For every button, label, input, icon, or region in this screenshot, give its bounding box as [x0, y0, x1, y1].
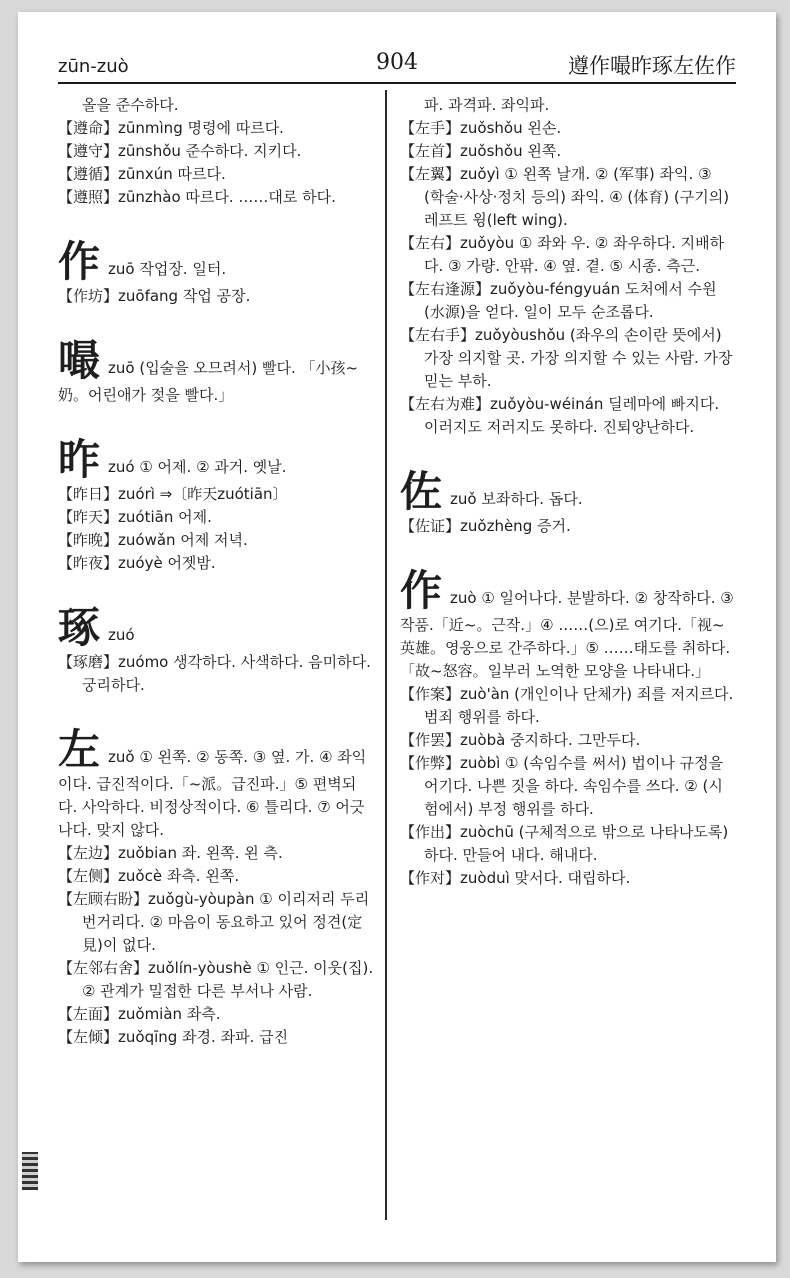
character-head-zuo1 — [58, 239, 374, 285]
head-character: 作 — [58, 237, 101, 286]
entry-definition: zuótiān 어제. — [118, 508, 212, 526]
entry-definition: zuǒcè 좌측. 왼쪽. — [118, 867, 240, 885]
head-character: 琢 — [58, 603, 101, 652]
entry-definition: zuòbà 중지하다. 그만두다. — [460, 731, 641, 749]
entry-headword: 【遵命】 — [58, 119, 119, 137]
entry-headword: 【作罢】 — [400, 731, 461, 749]
dictionary-entry — [58, 552, 374, 575]
entry-headword: 【左边】 — [58, 844, 119, 862]
head-character: 作 — [400, 566, 443, 615]
entry-headword: 【左手】 — [400, 119, 461, 137]
entry-definition: zuówǎn 어제 저녁. — [118, 531, 248, 549]
entry-definition: zuǒlín-yòushè ① 인근. 이웃(집). ② 관계가 밀접한 다른 부서나 사람. — [82, 959, 374, 1000]
dictionary-entry — [400, 821, 736, 867]
dictionary-entry — [400, 515, 736, 538]
character-head-zuo4 — [400, 568, 736, 683]
character-head-zuo-yesterday — [58, 437, 374, 483]
entry-headword: 【遵照】 — [58, 188, 119, 206]
entry-definition: zuǒyòushǒu (좌우의 손이란 뜻에서) 가장 의지할 곳. 가장 의지할 수 있는 사람. 가장 믿는 부하. — [424, 326, 733, 390]
entry-headword: 【作出】 — [400, 823, 461, 841]
head-definition: zuó ① 어제. ② 과거. 옛날. — [108, 458, 287, 476]
entry-definition: zuōfang 작업 공장. — [118, 287, 251, 305]
entry-definition: zuórì ⇒〔昨天zuótiān〕 — [118, 485, 288, 503]
dictionary-entry — [400, 683, 736, 729]
entry-definition: zuǒmiàn 좌측. — [118, 1005, 221, 1023]
continuation-text: 올을 준수하다. — [82, 96, 179, 114]
entry-headword: 【左倾】 — [58, 1028, 119, 1046]
guide-word-range: zūn-zuò — [58, 56, 129, 77]
entry-headword: 【左邻右舍】 — [58, 959, 149, 977]
page-header — [58, 50, 736, 78]
entry-definition: zūnzhào 따르다. ……대로 하다. — [118, 188, 336, 206]
entry-headword: 【左右手】 — [400, 326, 476, 344]
head-character: 昨 — [58, 435, 101, 484]
dictionary-entry — [58, 1026, 374, 1049]
entry-headword: 【左右】 — [400, 234, 461, 252]
dictionary-entry — [58, 651, 374, 697]
entry-definition: zuǒshǒu 왼손. — [460, 119, 562, 137]
dictionary-entry — [400, 324, 736, 393]
head-definition: zuò ① 일어나다. 분발하다. ② 창작하다. ③ 작품.「近~。근작.」④ ……(으)로 여기다.「视~英雄。영웅으로 간주하다.」⑤ ……태도를 취하다.「故~怒容。일부러 노역한 모양을 나타내다.」 — [400, 589, 734, 680]
column-divider — [385, 90, 387, 1220]
dictionary-entry — [400, 117, 736, 140]
entry-headword: 【遵守】 — [58, 142, 119, 160]
entry-headword: 【左顾右盼】 — [58, 890, 149, 908]
entry-definition: zuòchū (구체적으로 밖으로 나타나도록) 하다. 만들어 내다. 해내다. — [424, 823, 729, 864]
dictionary-entry — [58, 865, 374, 888]
head-definition: zuó — [108, 626, 135, 644]
entry-headword: 【左首】 — [400, 142, 461, 160]
entry-headword: 【作案】 — [400, 685, 461, 703]
head-definition: zuǒ ① 왼쪽. ② 동쪽. ③ 옆. 가. ④ 좌익이다. 급진적이다.「~派。급진파.」⑤ 편벽되다. 사악하다. 비정상적이다. ⑥ 틀리다. ⑦ 어긋나다. 맞지 않다. — [58, 748, 367, 839]
thumb-index-mark — [22, 1152, 38, 1190]
entry-definition: zuǒshǒu 왼쪽. — [460, 142, 562, 160]
dictionary-entry — [400, 278, 736, 324]
dictionary-entry — [58, 186, 374, 209]
dictionary-page — [18, 12, 776, 1262]
entry-headword: 【作坊】 — [58, 287, 119, 305]
dictionary-entry — [58, 163, 374, 186]
entry-definition: zuòduì 맞서다. 대립하다. — [460, 869, 631, 887]
entry-definition: zuò'àn (개인이나 단체가) 죄를 저지르다. 범죄 행위를 하다. — [424, 685, 734, 726]
header-rule — [58, 82, 736, 84]
dictionary-entry — [58, 957, 374, 1003]
head-definition: zuǒ 보좌하다. 돕다. — [450, 490, 583, 508]
entry-headword: 【左面】 — [58, 1005, 119, 1023]
dictionary-entry — [400, 232, 736, 278]
continuation-text: 파. 과격파. 좌익파. — [424, 96, 550, 114]
entry-headword: 【左翼】 — [400, 165, 461, 183]
dictionary-entry — [58, 117, 374, 140]
dictionary-entry — [58, 483, 374, 506]
character-head-zuo-left — [58, 727, 374, 842]
character-head-zuo-assist — [400, 469, 736, 515]
entry-headword: 【琢磨】 — [58, 653, 119, 671]
dictionary-entry — [400, 163, 736, 232]
entry-definition: zūnshǒu 준수하다. 지키다. — [118, 142, 302, 160]
character-head-zuo-suck — [58, 338, 374, 407]
head-character: 嘬 — [58, 336, 101, 385]
left-column — [58, 94, 374, 1049]
entry-definition: zūnmìng 명령에 따르다. — [118, 119, 284, 137]
entry-definition: zuǒyòu-wéinán 딜레마에 빠지다. 이러지도 저러지도 못하다. 진퇴양난하다. — [424, 395, 720, 436]
head-character: 佐 — [400, 467, 443, 516]
head-definition: zuō (입술을 오므려서) 빨다. 「小孩~奶。어린애가 젖을 빨다.」 — [58, 359, 359, 404]
head-character: 左 — [58, 725, 101, 774]
header-characters: 遵作嘬昨琢左佐作 — [568, 54, 736, 78]
entry-definition: zuǒqīng 좌경. 좌파. 급진 — [118, 1028, 289, 1046]
dictionary-entry — [58, 285, 374, 308]
dictionary-entry — [400, 729, 736, 752]
head-definition: zuō 작업장. 일터. — [108, 260, 227, 278]
entry-headword: 【左侧】 — [58, 867, 119, 885]
entry-definition: zuǒyì ① 왼쪽 날개. ② (军事) 좌익. ③ (학술·사상·정치 등의) 좌익. ④ (体育) (구기의) 레프트 윙(left wing). — [424, 165, 730, 229]
dictionary-entry — [58, 842, 374, 865]
entry-headword: 【昨日】 — [58, 485, 119, 503]
entry-definition: zuómo 생각하다. 사색하다. 음미하다. 궁리하다. — [82, 653, 371, 694]
dictionary-entry — [58, 506, 374, 529]
entry-definition: zuǒbian 좌. 왼쪽. 왼 측. — [118, 844, 283, 862]
entry-headword: 【昨晚】 — [58, 531, 119, 549]
entry-definition: zuǒyòu-féngyuán 도처에서 수원(水源)을 얻다. 일이 모두 순조롭다. — [424, 280, 717, 321]
dictionary-entry — [58, 1003, 374, 1026]
entry-headword: 【昨天】 — [58, 508, 119, 526]
dictionary-entry — [400, 867, 736, 890]
entry-definition: zuǒzhèng 증거. — [460, 517, 571, 535]
entry-headword: 【佐证】 — [400, 517, 461, 535]
dictionary-entry — [58, 140, 374, 163]
entry-definition: zuǒgù-yòupàn ① 이리저리 두리번거리다. ② 마음이 동요하고 있어 정견(定見)이 없다. — [82, 890, 370, 954]
right-column — [400, 94, 736, 890]
entry-headword: 【左右为难】 — [400, 395, 491, 413]
entry-headword: 【作对】 — [400, 869, 461, 887]
page-number: 904 — [376, 50, 418, 75]
entry-definition: zuòbì ① (속임수를 써서) 법이나 규정을 어기다. 나쁜 짓을 하다. 속임수를 쓰다. ② (시험에서) 부정 행위를 하다. — [424, 754, 724, 818]
dictionary-entry — [400, 140, 736, 163]
dictionary-entry — [400, 393, 736, 439]
entry-headword: 【作弊】 — [400, 754, 461, 772]
entry-definition: zuóyè 어젯밤. — [118, 554, 216, 572]
dictionary-entry — [58, 529, 374, 552]
dictionary-entry — [58, 888, 374, 957]
entry-definition: zuǒyòu ① 좌와 우. ② 좌우하다. 지배하다. ③ 가량. 안팎. ④ 옆. 곁. ⑤ 시종. 측근. — [424, 234, 725, 275]
entry-headword: 【左右逢源】 — [400, 280, 491, 298]
character-head-zuo-polish — [58, 605, 374, 651]
entry-headword: 【遵循】 — [58, 165, 119, 183]
entry-definition: zūnxún 따르다. — [118, 165, 226, 183]
dictionary-entry — [400, 752, 736, 821]
entry-headword: 【昨夜】 — [58, 554, 119, 572]
